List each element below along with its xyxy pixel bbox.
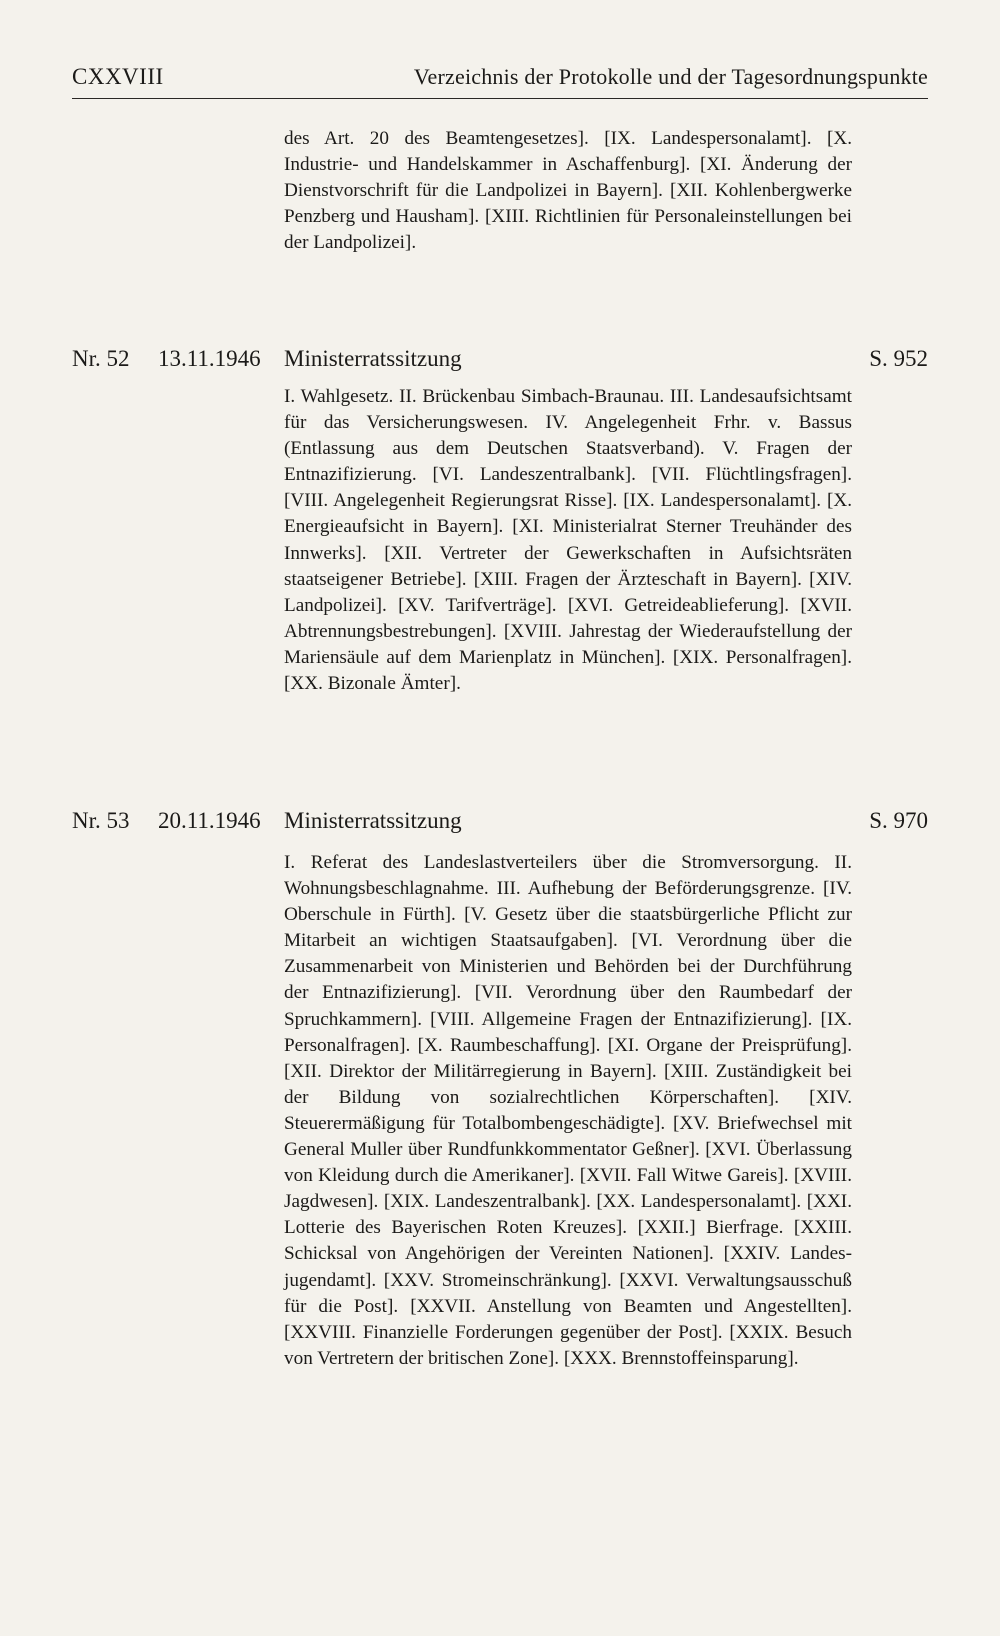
entry-number: Nr. 53 — [72, 808, 130, 833]
entry-page-reference: S. 952 — [869, 346, 928, 371]
entry-agenda-text: I. Referat des Landeslastverteilers über die Stromversorgung. II. Wohnungsbeschlagnahme. III. Aufhebung der Beförderungsgrenze. [IV. Oberschule in Fürth]. [V. Gesetz über die staatsbürgerliche Pflicht zur Mitarbeit an wichtigen Staatsaufgaben]. [VI. Verordnung über die Zusammenarbeit von Ministerien und Behörden bei der Durchführung der Entnazifizierung]. [VII. Verordnung über den Raumbedarf der Spruchkammern]. [VIII. Allgemeine Fragen der Entnazifizierung]. [IX. Personalfragen]. [X. Raumbeschaffung]. [XI. Organe der Preisprüfung]. [XII. Direktor der Militärregierung in Bayern]. [XIII. Zuständigkeit bei der Bildung von sozialrechtlichen Körperschaften]. [XIV. Steuerermäßigung für Totalbombengeschädigte]. [XV. Briefwechsel mit General Muller über Rundfunkkommentator Geßner]. [XVI. Überlassung von Kleidung durch die Amerikaner]. [XVII. Fall Witwe Gareis]. [XVIII. Jagdwesen]. [XIX. Landeszentralbank]. [XX. Landespersonalamt]. [XXI. Lotterie des Bayerischen Roten Kreuzes]. [XXII.] Bierfrage. [XXIII. Schicksal von Angehörigen der Vereinten Nationen]. [XXIV. Landesjugendamt]. [XXV. Stromeinschränkung]. [XXVI. Verwaltungsausschuß für die Post]. [XXVII. Anstellung von Beamten und Angestellten]. [XXVIII. Finanzielle Forderungen gegenüber der Post]. [XXIX. Besuch von Vertretern der britischen Zone]. [XXX. Brennstoffeinsparung]. — [284, 852, 852, 1369]
entry-number: Nr. 52 — [72, 346, 130, 371]
continuation-text: des Art. 20 des Beamtengesetzes]. [IX. Landespersonalamt]. [X. Industrie- und Handelskammer in Aschaffenburg]. [XI. Änderung der Dienstvorschrift für die Landpolizei in Bayern]. [XII. Kohlenbergwerke Penzberg und Hausham]. [XIII. Richtlinien für Personaleinstellungen bei der Landpolizei]. — [284, 128, 852, 254]
entry-title: Ministerratssitzung — [284, 346, 462, 371]
entry-date: 20.11.1946 — [158, 808, 261, 833]
entry-page-reference: S. 970 — [869, 808, 928, 833]
page-number: CXXVIII — [72, 64, 164, 89]
entry-agenda-text: I. Wahlgesetz. II. Brückenbau Simbach-Braunau. III. Landesaufsichtsamt für das Versicherungswesen. IV. Angelegenheit Frhr. v. Bassus (Entlassung aus dem Deutschen Staatsverband). V. Fragen der Entnazifizierung. [VI. Landeszentralbank]. [VII. Flüchtlingsfragen]. [VIII. Angelegenheit Regierungsrat Risse]. [IX. Landespersonalamt]. [X. Energieaufsicht in Bayern]. [XI. Ministerialrat Sterner Treuhänder des Innwerks]. [XII. Vertreter der Gewerkschaften in Aufsichtsräten staatseigener Betriebe]. [XIII. Fragen der Ärzteschaft in Bayern]. [XIV. Landpolizei]. [XV. Tarifverträge]. [XVI. Getreideablieferung]. [XVII. Abtrennungsbestrebungen]. [XVIII. Jahrestag der Wiederaufstellung der Mariensäule auf dem Marienplatz in München]. [XIX. Personalfragen]. [XX. Bizonale Ämter]. — [284, 386, 852, 695]
running-title: Verzeichnis der Protokolle und der Tagesordnungspunkte — [413, 64, 928, 89]
entry-heading — [72, 346, 928, 372]
entry-date: 13.11.1946 — [158, 346, 261, 371]
page-header — [72, 64, 928, 102]
entry-heading — [72, 808, 928, 834]
entry-title: Ministerratssitzung — [284, 808, 462, 833]
header-rule — [72, 98, 928, 99]
